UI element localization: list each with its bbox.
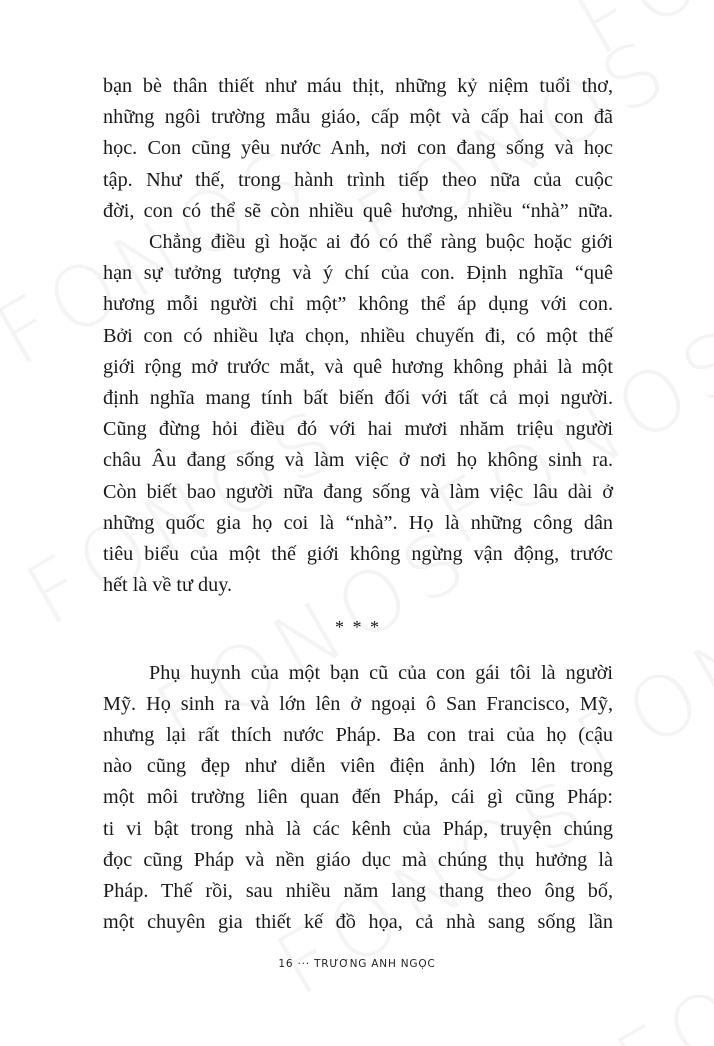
text-line: tập. Như thế, trong hành trình tiếp theo nữa của cuộc [103,168,613,191]
body-text [103,71,613,938]
text-line: một môi trường liên quan đến Pháp, cái gì cũng Pháp: [103,786,613,809]
paragraph-2 [103,227,613,601]
text-line: ti vi bật trong nhà là các kênh của Pháp, truyện chúng [103,817,613,840]
text-line: định nghĩa mang tính bất biến đối với tất cả mọi người. [103,387,613,410]
text-line: Cũng đừng hỏi điều đó với hai mươi nhăm triệu người [103,418,613,441]
text-line: đời, con có thể sẽ còn nhiều quê hương, nhiều “nhà” nữa. [103,199,613,222]
text-line: tiêu biểu của một thế giới không ngừng vận động, trước [103,543,613,566]
text-line: Bởi con có nhiều lựa chọn, nhiều chuyến đi, có một thế [103,324,613,347]
text-line: Chẳng điều gì hoặc ai đó có thể ràng buộc hoặc giới [149,231,613,254]
paragraph-3 [103,658,613,939]
watermark-fonos [600,857,714,1046]
text-line: châu Âu đang sống và làm việc ở nơi họ không sinh ra. [103,449,613,472]
text-line: nào cũng đẹp như diễn viên điện ảnh) lớn lên trong [103,755,613,778]
text-line: một chuyên gia thiết kế đồ họa, cả nhà sang sống lần [103,911,613,934]
text-line: Pháp. Thế rồi, sau nhiều năm lang thang theo ông bố, [103,880,613,903]
text-line: những ngôi trường mẫu giáo, cấp một và cấp hai con đã [103,106,613,129]
paragraph-1 [103,71,613,227]
text-line: hạn sự tưởng tượng và ý chí của con. Định nghĩa “quê [103,262,613,285]
page-footer: 16 ··· TRƯƠNG ANH NGỌC [278,958,436,970]
text-line: đọc cũng Pháp và nền giáo dục mà chúng thụ hưởng là [103,848,613,871]
text-line: hương mỗi người chỉ một” không thể áp dụng với con. [103,293,613,316]
text-line: Phụ huynh của một bạn cũ của con gái tôi là người [149,661,613,684]
text-line: Mỹ. Họ sinh ra và lớn lên ở ngoại ô San Francisco, Mỹ, [103,692,613,715]
text-line: những quốc gia họ coi là “nhà”. Họ là những công dân [103,511,613,534]
text-line: giới rộng mở trước mắt, và quê hương không phải là một [103,355,613,378]
text-line: Còn biết bao người nữa đang sống và làm việc lâu dài ở [103,480,613,503]
text-line: bạn bè thân thiết như máu thịt, những kỷ niệm tuổi thơ, [103,75,613,97]
section-separator: * * * [335,617,381,638]
text-line: nhưng lại rất thích nước Pháp. Ba con trai của họ (cậu [103,724,613,747]
watermark-fonos [560,0,714,75]
text-line: học. Con cũng yêu nước Anh, nơi con đang sống và học [103,137,613,160]
text-line: hết là về tư duy. [103,574,233,597]
